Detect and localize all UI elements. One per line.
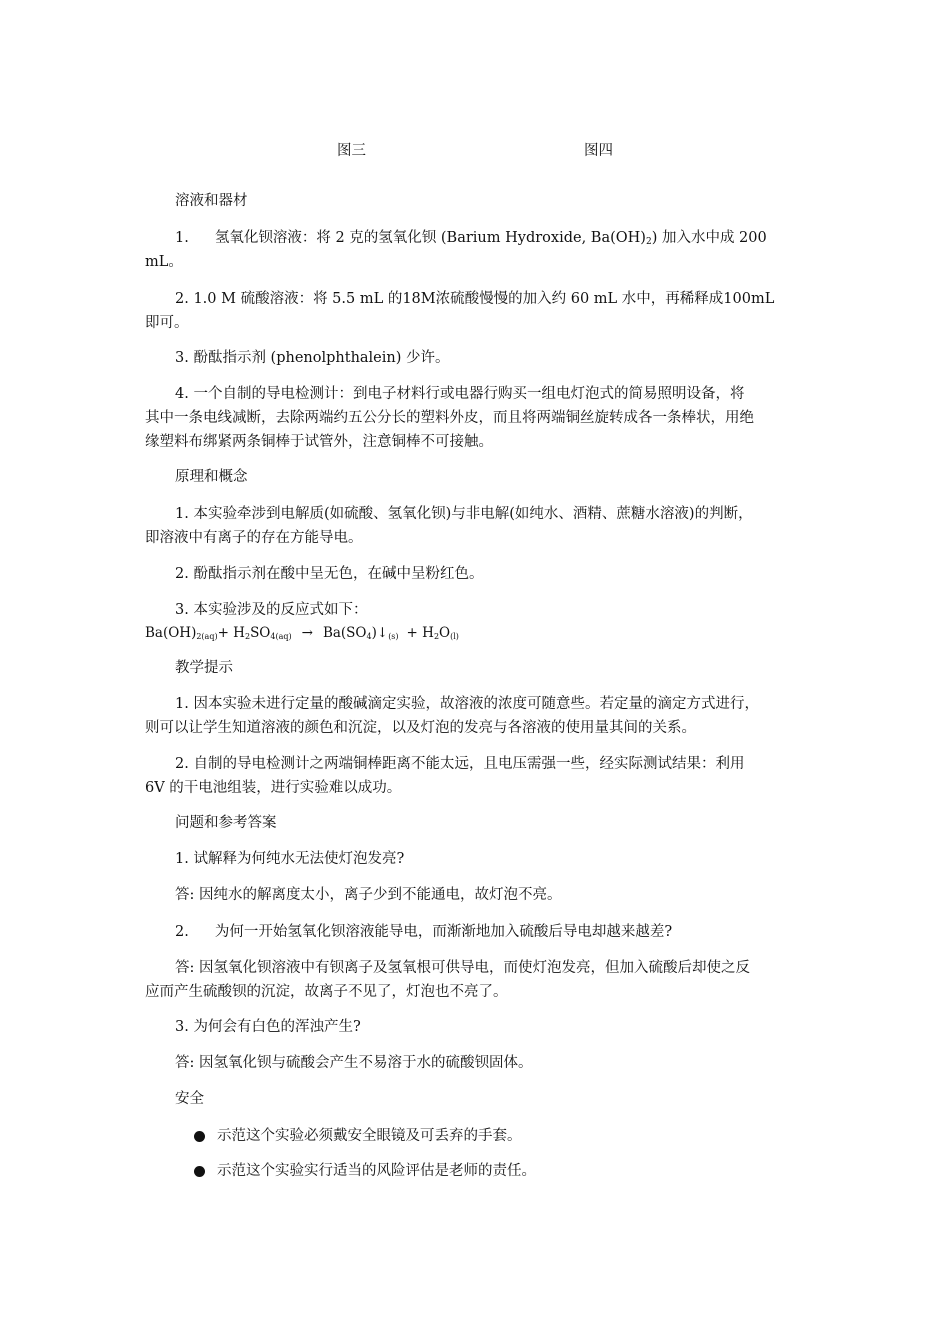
reaction-equation	[145, 623, 815, 647]
equation-part: Ba(OH)	[145, 625, 197, 641]
bullet-icon	[194, 1166, 205, 1177]
materials-item-1-line-2: mL。	[145, 254, 183, 270]
equation-subscript: 4	[366, 632, 372, 641]
principles-item-1: 1. 本实验牵涉到电解质(如硫酸、氢氧化钡)与非电解(如纯水、酒精、蔗糖水溶液)的判断，	[175, 506, 753, 522]
equation-subscript: (s)	[388, 632, 399, 641]
answer-2: 答: 因氢氧化钡溶液中有钡离子及氢氧根可供导电，而使灯泡发亮，但加入硫酸后却使之反	[175, 960, 750, 976]
answer-2-line-2: 应而产生硫酸钡的沉淀，故离子不见了，灯泡也不亮了。	[145, 984, 508, 1000]
materials-item-4-line-3: 缘塑料布绑紧两条铜棒于试管外，注意铜棒不可接触。	[145, 434, 493, 450]
materials-item-4-line-2: 其中一条电线减断，去除两端约五公分长的塑料外皮，而且将两端铜丝旋转成各一条棒状，用绝	[145, 410, 754, 426]
equation-part: + H	[217, 625, 245, 641]
equation-part: Ba(SO	[322, 625, 367, 641]
teaching-item-2: 2. 自制的导电检测计之两端铜棒距离不能太远，且电压需强一些，经实际测试结果：利用	[175, 756, 745, 772]
equation-part: )↓	[371, 625, 389, 641]
question-3: 3. 为何会有白色的浑浊产生?	[175, 1019, 361, 1035]
materials-item-1-subscript: 2	[645, 237, 652, 247]
materials-item-1	[175, 228, 845, 252]
figure-3-label: 图三	[337, 143, 366, 159]
equation-subscript: 2	[433, 632, 440, 641]
materials-item-3: 3. 酚酞指示剂 (phenolphthalein) 少许。	[175, 350, 450, 366]
answer-1: 答: 因纯水的解离度太小，离子少到不能通电，故灯泡不亮。	[175, 887, 562, 903]
figure-4-label: 图四	[584, 143, 613, 159]
materials-heading: 溶液和器材	[175, 193, 248, 209]
equation-part: + H	[406, 625, 434, 641]
bullet-icon	[194, 1131, 205, 1142]
equation-part: SO	[250, 625, 271, 641]
materials-item-1-text: 氢氧化钡溶液：将 2 克的氢氧化钡 (Barium Hydroxide, Ba(OH)	[214, 230, 646, 246]
principles-item-3: 3. 本实验涉及的反应式如下：	[175, 602, 368, 618]
materials-item-2-line-2: 即可。	[145, 315, 189, 331]
materials-item-2: 2. 1.0 M 硫酸溶液：将 5.5 mL 的18M浓硫酸慢慢的加入约 60 mL 水中，再稀释成100mL	[175, 291, 775, 307]
qa-heading: 问题和参考答案	[175, 815, 277, 831]
materials-item-4: 4. 一个自制的导电检测计：到电子材料行或电器行购买一组电灯泡式的简易照明设备，将	[175, 386, 745, 402]
materials-item-1-number: 1.	[175, 230, 189, 246]
equation-subscript: 4(aq)	[270, 632, 292, 641]
answer-3: 答: 因氢氧化钡与硫酸会产生不易溶于水的硫酸钡固体。	[175, 1055, 533, 1071]
equation-subscript: (l)	[450, 632, 459, 641]
question-2-number: 2.	[175, 924, 189, 940]
safety-heading: 安全	[175, 1091, 204, 1107]
equation-part: O	[439, 625, 451, 641]
safety-bullet-2: 示范这个实验实行适当的风险评估是老师的责任。	[217, 1163, 536, 1179]
materials-item-1-text-end: ) 加入水中成 200	[651, 230, 767, 246]
teaching-item-1-line-2: 则可以让学生知道溶液的颜色和沉淀，以及灯泡的发亮与各溶液的使用量其间的关系。	[145, 720, 696, 736]
teaching-item-2-line-2: 6V 的干电池组装，进行实验难以成功。	[145, 780, 402, 796]
teaching-item-1: 1. 因本实验未进行定量的酸碱滴定实验，故溶液的浓度可随意些。若定量的滴定方式进行，	[175, 696, 759, 712]
equation-subscript: 2(aq)	[196, 632, 218, 641]
principles-item-2: 2. 酚酞指示剂在酸中呈无色，在碱中呈粉红色。	[175, 566, 484, 582]
question-2-text: 为何一开始氢氧化钡溶液能导电，而渐渐地加入硫酸后导电却越来越差?	[214, 924, 673, 940]
reaction-arrow: →	[301, 625, 313, 641]
equation-subscript: 2	[244, 632, 251, 641]
teaching-heading: 教学提示	[175, 660, 233, 676]
safety-bullet-1: 示范这个实验必须戴安全眼镜及可丢弃的手套。	[217, 1128, 522, 1144]
principles-item-1-line-2: 即溶液中有离子的存在方能导电。	[145, 530, 363, 546]
question-1: 1. 试解释为何纯水无法使灯泡发亮?	[175, 851, 405, 867]
question-2	[175, 922, 845, 942]
principles-heading: 原理和概念	[175, 469, 248, 485]
